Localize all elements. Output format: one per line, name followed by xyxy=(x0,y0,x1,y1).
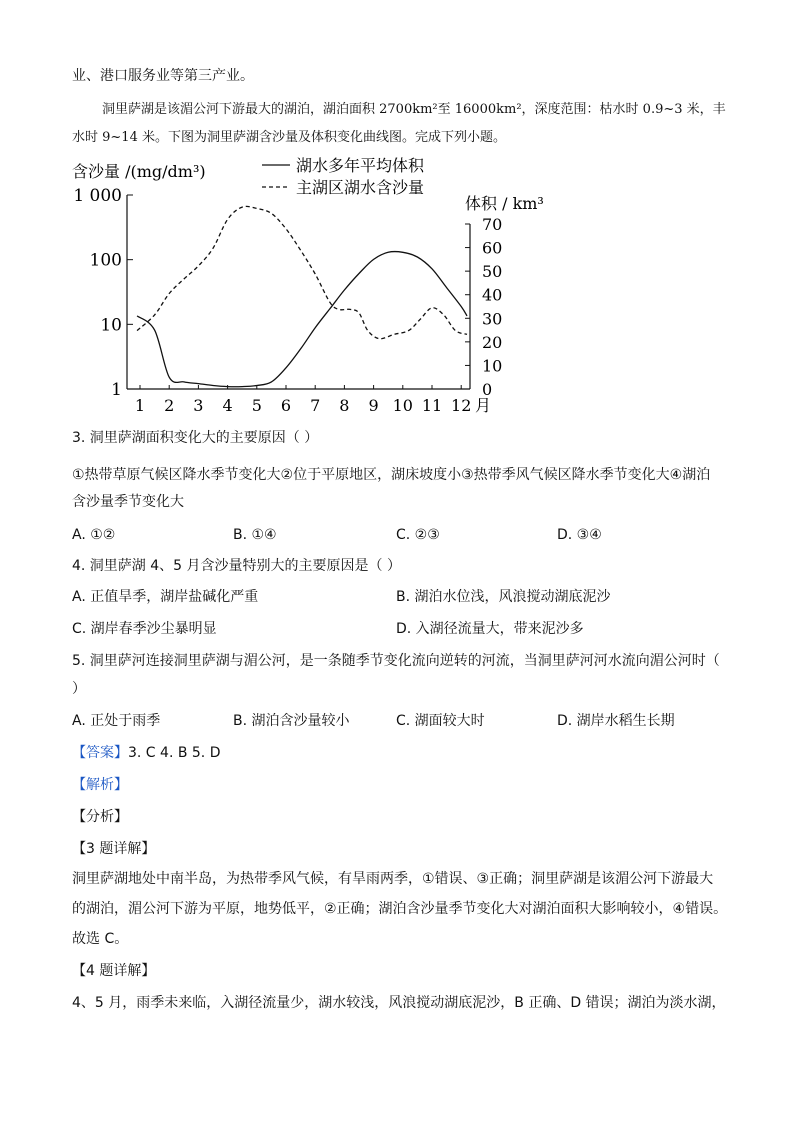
right-tick-label: 10 xyxy=(482,356,503,376)
question-5-option-b[interactable]: B. 湖泊含沙量较小 xyxy=(233,713,350,729)
question-3-desc-1: ①热带草原气候区降水季节变化大②位于平原地区，湖床坡度小③热带季风气候区降水季节变化大④湖泊 xyxy=(72,467,711,483)
q3-detail-line-2: 的湖泊，湄公河下游为平原，地势低平，②正确；湖泊含沙量季节变化大对湖泊面积大影响较小，④错误。 xyxy=(72,901,728,917)
left-tick-label: 100 xyxy=(89,250,122,271)
x-tick-label: 10 xyxy=(392,396,413,415)
q3-detail-line-1: 洞里萨湖地处中南半岛，为热带季风气候，有旱雨两季，①错误、③正确；洞里萨湖是该湄公河下游最大 xyxy=(72,871,714,887)
question-4-option-c[interactable]: C. 湖岸春季沙尘暴明显 xyxy=(72,621,217,637)
question-4-stem: 4. 洞里萨湖 4、5 月含沙量特别大的主要原因是（ ） xyxy=(72,558,401,574)
question-3-stem: 3. 洞里萨湖面积变化大的主要原因（ ） xyxy=(72,430,319,446)
question-5-option-c[interactable]: C. 湖面较大时 xyxy=(396,713,485,729)
left-tick-label: 1 xyxy=(111,380,122,400)
left-tick-label: 10 xyxy=(100,315,122,336)
x-tick-label: 2 xyxy=(164,396,175,415)
question-5-stem: 5. 洞里萨河连接洞里萨湖与湄公河，是一条随季节变化流向逆转的河流，当洞里萨河河水流向湄公河时（ xyxy=(72,653,720,669)
question-3-desc-2: 含沙量季节变化大 xyxy=(72,494,184,510)
x-tick-label: 1 xyxy=(134,396,146,415)
left-tick-label: 1 000 xyxy=(73,186,122,206)
series-line-0 xyxy=(137,252,467,387)
answer-label: 【答案】 xyxy=(72,745,128,761)
right-tick-label: 0 xyxy=(482,380,493,399)
question-3-option-a[interactable]: A. ①② xyxy=(72,527,116,543)
intro-line-0: 业、港口服务业等第三产业。 xyxy=(72,68,254,84)
sediment-volume-chart xyxy=(70,152,544,420)
right-tick-label: 50 xyxy=(482,262,503,282)
x-unit-label: 月 xyxy=(475,396,492,415)
x-tick-label: 3 xyxy=(193,396,204,415)
right-tick-label: 30 xyxy=(482,309,503,329)
left-axis-label: 含沙量 /(mg/dm³) xyxy=(72,162,206,181)
answer-row xyxy=(72,743,220,763)
question-4-option-a[interactable]: A. 正值旱季，湖岸盐碱化严重 xyxy=(72,589,259,605)
q3-detail-title: 【3 题详解】 xyxy=(72,841,156,857)
analysis-subheading: 【分析】 xyxy=(72,809,128,825)
legend-label-0: 湖水多年平均体积 xyxy=(296,156,425,175)
legend-label-1: 主湖区湖水含沙量 xyxy=(296,178,425,197)
question-5-option-a[interactable]: A. 正处于雨季 xyxy=(72,713,161,729)
right-axis-label: 体积 / km³ xyxy=(465,194,544,213)
x-tick-label: 11 xyxy=(421,396,443,415)
x-tick-label: 12 xyxy=(451,396,472,415)
question-4-option-b[interactable]: B. 湖泊水位浅，风浪搅动湖底泥沙 xyxy=(396,589,611,605)
right-tick-label: 40 xyxy=(482,285,503,305)
x-tick-label: 6 xyxy=(280,396,292,415)
q4-detail-title: 【4 题详解】 xyxy=(72,963,156,979)
right-tick-label: 60 xyxy=(482,238,503,258)
question-3-option-b[interactable]: B. ①④ xyxy=(233,527,277,543)
intro-line-2: 水时 9~14 米。下图为洞里萨湖含沙量及体积变化曲线图。完成下列小题。 xyxy=(72,130,506,145)
x-tick-label: 4 xyxy=(222,396,233,415)
right-tick-label: 70 xyxy=(482,215,503,234)
question-5-option-d[interactable]: D. 湖岸水稻生长期 xyxy=(557,713,675,729)
analysis-heading: 【解析】 xyxy=(72,777,128,793)
x-tick-label: 5 xyxy=(251,396,262,415)
q3-detail-line-3: 故选 C。 xyxy=(72,931,129,947)
right-tick-label: 20 xyxy=(482,332,503,352)
x-tick-label: 9 xyxy=(368,396,379,415)
question-5-stem-close: ） xyxy=(72,681,86,697)
question-3-option-d[interactable]: D. ③④ xyxy=(557,527,602,543)
series-line-1 xyxy=(137,206,467,338)
q4-detail-line-1: 4、5 月，雨季未来临，入湖径流量少，湖水较浅，风浪搅动湖底泥沙，B 正确、D 错误；湖泊为淡水湖， xyxy=(72,995,726,1011)
intro-line-1: 洞里萨湖是该湄公河下游最大的湖泊，湖泊面积 2700km²至 16000km²，深度范围：枯水时 0.9~3 米，丰 xyxy=(102,102,726,117)
x-tick-label: 8 xyxy=(339,396,350,415)
question-4-option-d[interactable]: D. 入湖径流量大，带来泥沙多 xyxy=(396,621,584,637)
question-3-option-c[interactable]: C. ②③ xyxy=(396,527,440,543)
x-tick-label: 7 xyxy=(310,396,321,415)
answer-text: 3. C 4. B 5. D xyxy=(128,745,221,761)
